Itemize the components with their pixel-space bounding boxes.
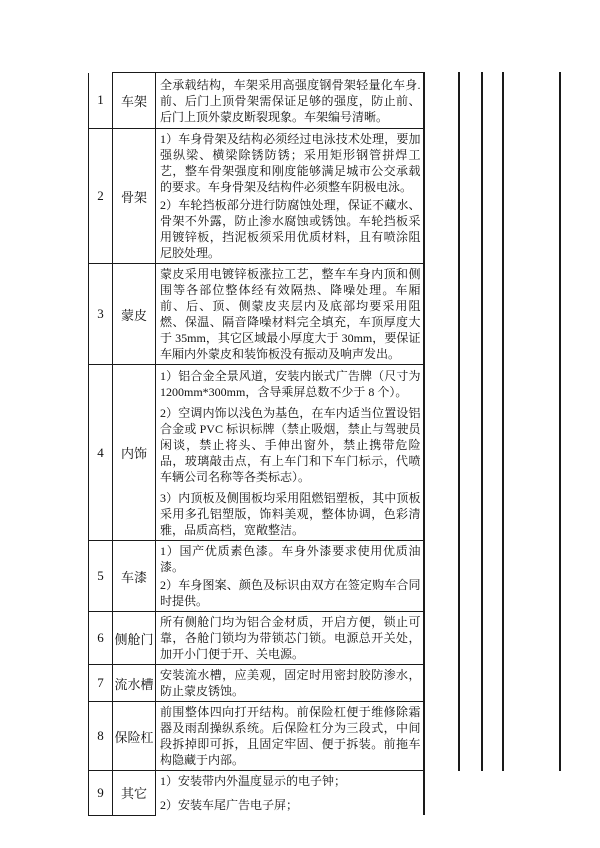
spec-paragraph: 安装流水槽，应美观，固定时用密封胶防渗水，防止蒙皮锈蚀。 [160,668,421,698]
spec-desc-cell [156,771,424,816]
row-number-cell: 2 [89,129,113,264]
table-row [89,702,424,771]
part-name-cell: 保险杠 [113,702,156,771]
table-row [89,541,424,612]
row-number-cell: 3 [89,264,113,365]
spec-paragraph: 1）国产优质素色漆。车身外漆要求使用优质油漆。 [160,544,421,574]
part-name-cell: 其它 [113,771,156,816]
spec-desc-cell [156,73,424,129]
score-column-divider-1 [458,72,460,771]
spec-paragraph: 2）车身图案、颜色及标识由双方在签定购车合同时提供。 [160,578,421,608]
spec-desc-cell [156,365,424,541]
table-row [89,665,424,702]
spec-paragraph: 2）安装车尾广告电子屏； [160,798,299,812]
spec-desc-cell [156,264,424,365]
part-name-cell: 流水槽 [113,665,156,702]
spec-desc-cell [156,129,424,264]
part-name-cell: 车漆 [113,541,156,612]
spec-paragraph: 所有侧舱门均为铝合金材质，开启方便，锁止可靠，各舱门锁均为带锁芯门锁。电源总开关处，加开小门便于开、关电源。 [160,615,421,661]
score-column-divider-2 [481,72,483,771]
row-number-cell: 4 [89,365,113,541]
spec-paragraph: 1）安装带内外温度显示的电子钟； [160,774,347,788]
part-name-cell: 内饰 [113,365,156,541]
spec-paragraph: 3）内顶板及侧围板均采用阻燃铝塑板，其中顶板采用多孔铝塑版，饰料美观，整体协调，色彩清雅，品质高档，宽敞整洁。 [160,490,421,537]
spec-paragraph: 蒙皮采用电镀锌板涨拉工艺，整车车身内顶和侧围等各部位整体经有效隔热、降噪处理。车厢前、后、顶、侧蒙皮夹层内及底部均要采用阻燃、保温、隔音降噪材料完全填充，车顶厚度大于 35mm，其它区域最小厚度大于 30mm，要保证车厢内外蒙皮和装饰板没有振动及响声发出。 [160,267,421,361]
spec-desc-cell [156,665,424,702]
table-row [89,365,424,541]
row-number-cell: 6 [89,612,113,665]
spec-paragraph: 全承载结构，车架采用高强度钢骨架轻量化车身.前、后门上顶骨架需保证足够的强度，防止前、后门上顶外蒙皮断裂现象。车架编号清晰。 [160,77,421,124]
spec-paragraph: 2）空调内饰以浅色为基色，在车内适当位置设铝合金或 PVC 标识标牌（禁止吸烟，禁止与驾驶员闲谈，禁止将头、手伸出窗外，禁止携带危险品，玻璃敲击点，有上车门和下车门标示，代喷车辆公司名称等各类标志）。 [160,405,421,484]
spec-paragraph: 2）车轮挡板部分进行防腐蚀处理，保证不藏水、骨架不外露，防止渗水腐蚀或锈蚀。车轮挡板采用镀锌板，挡泥板须采用优质材料，且有喷涂阻尼胶处理。 [160,198,421,260]
part-name-cell: 侧舱门 [113,612,156,665]
part-name-cell: 骨架 [113,129,156,264]
table-row [89,264,424,365]
table-row [89,612,424,665]
spec-desc-cell [156,702,424,771]
score-column-divider-3 [502,72,504,771]
row-number-cell: 5 [89,541,113,612]
table-row [89,129,424,264]
spec-desc-cell [156,612,424,665]
spec-paragraph: 前围整体四向打开结构。前保险杠便于维修除霜器及雨刮操纵系统。后保险杠分为三段式，中间段拆掉即可拆，且固定牢固、便于拆装。前拖车构隐藏于内部。 [160,705,421,767]
table-row [89,771,424,816]
table-row [89,73,424,129]
spec-paragraph: 1）铝合金全景风道，安装内嵌式广告牌（尺寸为1200mm*300mm，含导乘屏总数不少于 8 个）。 [160,368,421,399]
spec-paragraph: 1）车身骨架及结构必须经过电泳技术处理，要加强纵梁、横梁除锈防锈；采用矩形钢管拼焊工艺，整车骨架强度和刚度能够满足城市公交承载的要求。车身骨架及结构件必须整车阴极电泳。 [160,132,421,194]
part-name-cell: 车架 [113,73,156,129]
row-number-cell: 8 [89,702,113,771]
score-column-divider-4 [559,72,561,771]
spec-table [88,72,425,816]
spec-desc-cell [156,541,424,612]
row-number-cell: 1 [89,73,113,129]
part-name-cell: 蒙皮 [113,264,156,365]
row-number-cell: 7 [89,665,113,702]
row-number-cell: 9 [89,771,113,816]
